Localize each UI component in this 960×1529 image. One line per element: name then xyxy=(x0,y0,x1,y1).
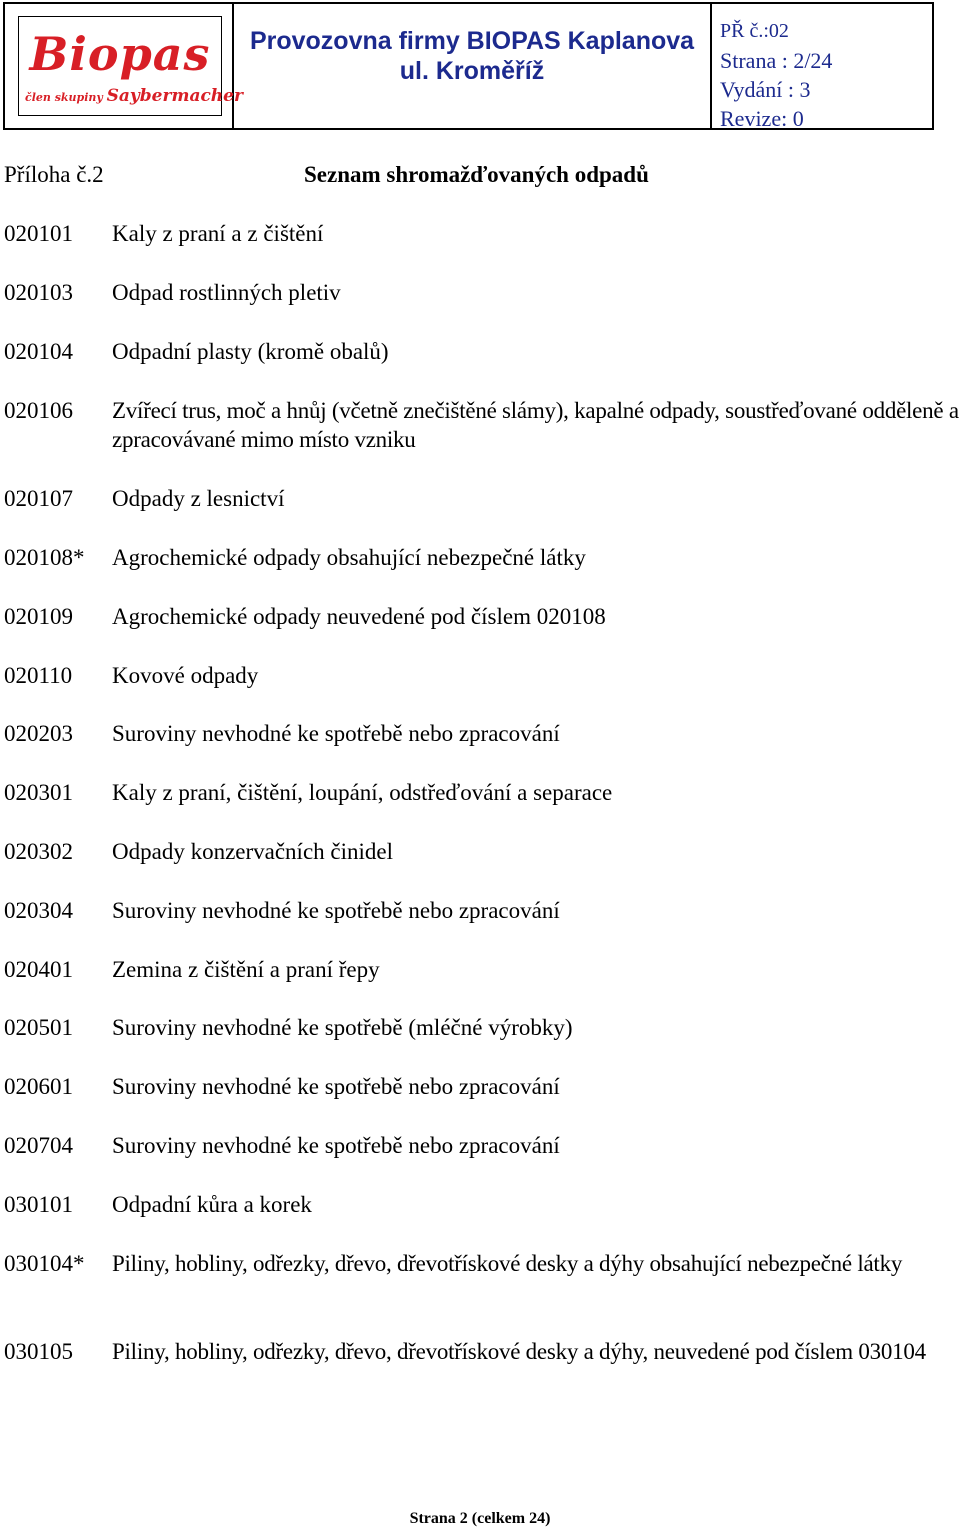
waste-description: Kovové odpady xyxy=(112,663,259,688)
list-item xyxy=(4,1190,959,1219)
edition: Vydání : 3 xyxy=(720,77,811,102)
waste-description: Odpady z lesnictví xyxy=(112,486,285,511)
list-item xyxy=(4,719,959,748)
waste-description: Zemina z čištění a praní řepy xyxy=(112,957,380,982)
list-item xyxy=(4,278,959,307)
list-item xyxy=(4,337,959,366)
logo-subtitle xyxy=(25,86,243,106)
waste-code: 020108* xyxy=(4,545,85,570)
waste-code: 030101 xyxy=(4,1192,73,1217)
list-item xyxy=(4,955,959,984)
waste-code: 020103 xyxy=(4,280,73,305)
list-item xyxy=(4,396,959,454)
list-item xyxy=(4,1013,959,1042)
appendix-label: Příloha č.2 xyxy=(4,162,104,187)
waste-description: Suroviny nevhodné ke spotřebě nebo zpracování xyxy=(112,1074,560,1099)
company-logo xyxy=(18,16,243,116)
waste-description: Odpadní kůra a korek xyxy=(112,1192,312,1217)
waste-description: Zvířecí trus, moč a hnůj (včetně znečištěné slámy), kapalné odpady, soustřeďované odděleně a zpracovávané mimo místo vzniku xyxy=(112,398,959,452)
waste-code: 020203 xyxy=(4,721,73,746)
list-item xyxy=(4,1249,959,1278)
waste-code: 020501 xyxy=(4,1015,73,1040)
waste-code: 020101 xyxy=(4,221,73,246)
waste-description: Agrochemické odpady obsahující nebezpečné látky xyxy=(112,545,586,570)
waste-code: 020109 xyxy=(4,604,73,629)
document-header xyxy=(3,2,934,130)
waste-code: 020304 xyxy=(4,898,73,923)
waste-code: 020302 xyxy=(4,839,73,864)
waste-code: 020601 xyxy=(4,1074,73,1099)
list-item xyxy=(4,219,959,248)
title-cell xyxy=(234,4,712,128)
list-item xyxy=(4,837,959,866)
waste-description: Piliny, hobliny, odřezky, dřevo, dřevotřískové desky a dýhy, neuvedené pod číslem 030104 xyxy=(112,1339,926,1364)
list-title: Seznam shromažďovaných odpadů xyxy=(304,162,649,187)
logo-cell xyxy=(5,4,243,128)
waste-code: 030105 xyxy=(4,1339,73,1364)
waste-code: 020107 xyxy=(4,486,73,511)
waste-code: 020110 xyxy=(4,663,73,688)
waste-code: 030104* xyxy=(4,1251,85,1276)
list-item xyxy=(4,896,959,925)
waste-code: 020301 xyxy=(4,780,73,805)
title-line-1: Provozovna firmy BIOPAS Kaplanova xyxy=(249,27,695,55)
doc-code: PŘ č.:02 xyxy=(720,20,789,42)
list-item xyxy=(4,1337,959,1366)
list-item xyxy=(4,1131,959,1160)
document-meta xyxy=(720,17,832,133)
list-item xyxy=(4,1072,959,1101)
waste-description: Odpad rostlinných pletiv xyxy=(112,280,341,305)
list-item xyxy=(4,661,959,690)
logo-wordmark: Biopas xyxy=(29,27,211,81)
page-footer: Strana 2 (celkem 24) xyxy=(409,1510,551,1527)
logo-subtitle-prefix: člen skupiny xyxy=(25,91,103,104)
waste-description: Odpadní plasty (kromě obalů) xyxy=(112,339,389,364)
list-item xyxy=(4,778,959,807)
meta-cell xyxy=(712,4,932,131)
title-line-2: ul. Kroměříž xyxy=(399,57,545,85)
revision: Revize: 0 xyxy=(720,106,804,131)
list-item xyxy=(4,484,959,513)
list-item xyxy=(4,543,959,572)
waste-code: 020106 xyxy=(4,398,73,423)
waste-code: 020104 xyxy=(4,339,73,364)
logo-subtitle-brand: Saybermacher xyxy=(106,86,243,106)
waste-description: Suroviny nevhodné ke spotřebě nebo zpracování xyxy=(112,898,560,923)
waste-description: Piliny, hobliny, odřezky, dřevo, dřevotřískové desky a dýhy obsahující nebezpečné látky xyxy=(112,1251,903,1276)
waste-description: Kaly z praní, čištění, loupání, odstřeďování a separace xyxy=(112,780,613,805)
waste-description: Kaly z praní a z čištění xyxy=(112,221,324,246)
waste-code: 020401 xyxy=(4,957,73,982)
list-item xyxy=(4,602,959,631)
waste-description: Odpady konzervačních činidel xyxy=(112,839,393,864)
page-indicator: Strana : 2/24 xyxy=(720,48,833,73)
waste-description: Suroviny nevhodné ke spotřebě (mléčné výrobky) xyxy=(112,1015,573,1040)
document-title xyxy=(234,26,710,86)
waste-description: Suroviny nevhodné ke spotřebě nebo zpracování xyxy=(112,1133,560,1158)
waste-description: Suroviny nevhodné ke spotřebě nebo zpracování xyxy=(112,721,560,746)
waste-code: 020704 xyxy=(4,1133,73,1158)
waste-description: Agrochemické odpady neuvedené pod číslem 020108 xyxy=(112,604,606,629)
